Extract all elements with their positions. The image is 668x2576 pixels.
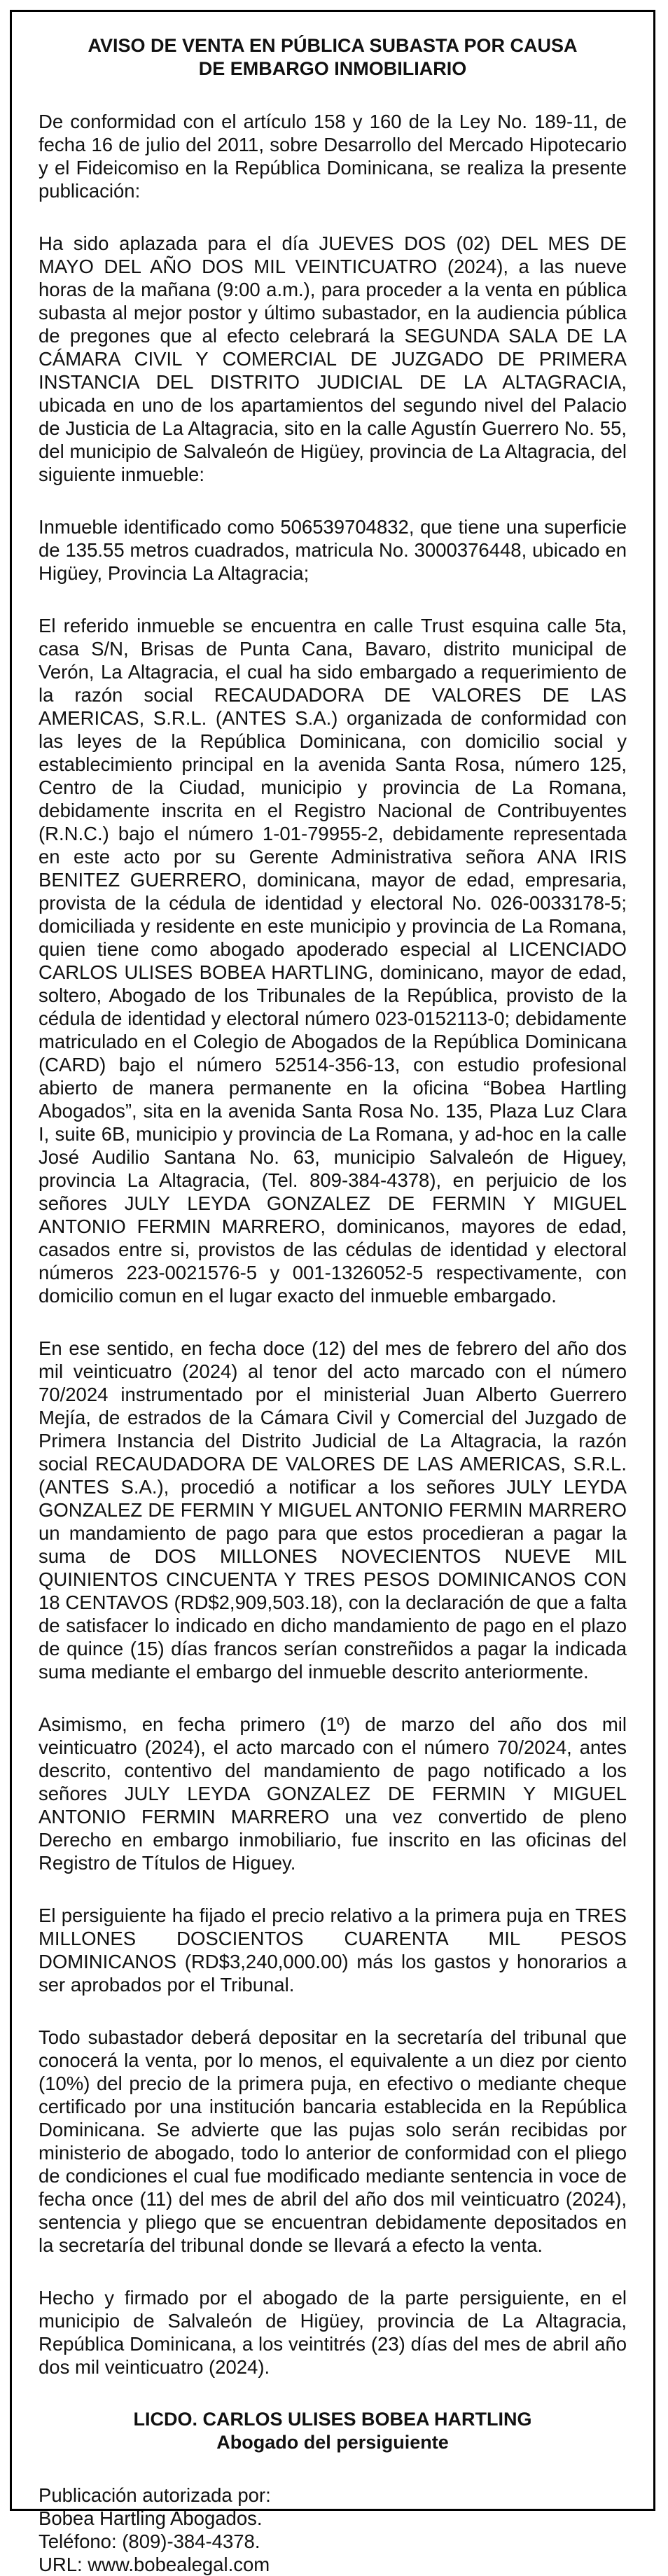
paragraph-property-id: Inmueble identificado como 506539704832, que tiene una superficie de 135.55 metros cuadrados, matricula No. 3000376448, ubicado en Higüey, Provincia La Altagracia; <box>39 516 627 584</box>
publication-firm: Bobea Hartling Abogados. <box>39 2507 263 2529</box>
signature-role: Abogado del persiguiente <box>216 2432 449 2453</box>
paragraph-bidder-deposit: Todo subastador deberá depositar en la secretaría del tribunal que conocerá la venta, por lo menos, el equivalente a un diez por ciento (10%) del precio de la primera puja, en efectivo o mediante cheque certificado por una institución bancaria establecida en la República Dominicana. Se advierte que las pujas solo serán recibidas por ministerio de abogado, todo lo anterior de conformidad con el pliego de condiciones el cual fue modificado mediante sentencia in voce de fecha once (11) del mes de abril del año dos mil veinticuatro (2024), sentencia y pliego que se encuentran debidamente depositados en la secretaría del tribunal donde se llevará a efecto la venta. <box>39 2026 627 2256</box>
notice-title-line-1: AVISO DE VENTA EN PÚBLICA SUBASTA POR CAUSA <box>88 35 578 56</box>
publication-phone: Teléfono: (809)-384-4378. <box>39 2530 260 2552</box>
paragraph-registration: Asimismo, en fecha primero (1º) de marzo del año dos mil veinticuatro (2024), el acto marcado con el número 70/2024, antes descrito, contentivo del mandamiento de pago notificado a los señores JULY LEYDA GONZALEZ DE FERMIN Y MIGUEL ANTONIO FERMIN MARRERO una vez convertido de pleno Derecho en embargo inmobiliario, fue inscrito en las oficinas del Registro de Títulos de Higuey. <box>39 1713 627 1874</box>
publication-info <box>39 2484 627 2576</box>
paragraph-auction-date: Ha sido aplazada para el día JUEVES DOS (02) DEL MES DE MAYO DEL AÑO DOS MIL VEINTICUATRO (2024), a las nueve horas de la mañana (9:00 a.m.), para proceder a la venta en pública subasta al mejor postor y último subastador, en la audiencia pública de pregones que al efecto celebrará la SEGUNDA SALA DE LA CÁMARA CIVIL Y COMERCIAL DE JUZGADO DE PRIMERA INSTANCIA DEL DISTRITO JUDICIAL DE LA ALTAGRACIA, ubicada en uno de los apartamientos del segundo nivel del Palacio de Justicia de La Altagracia, sito en la calle Agustín Guerrero No. 55, del municipio de Salvaleón de Higüey, provincia de La Altagracia, del siguiente inmueble: <box>39 232 627 485</box>
notice-title <box>39 34 627 81</box>
publication-authorized: Publicación autorizada por: <box>39 2484 271 2506</box>
paragraph-signed: Hecho y firmado por el abogado de la parte persiguiente, en el municipio de Salvaleón de Higüey, provincia de La Altagracia, República Dominicana, a los veintitrés (23) días del mes de abril año dos mil veinticuatro (2024). <box>39 2287 627 2378</box>
signature-block <box>39 2408 627 2454</box>
paragraph-legal-basis: De conformidad con el artículo 158 y 160 de la Ley No. 189-11, de fecha 16 de julio del 2011, sobre Desarrollo del Mercado Hipotecario y el Fideicomiso en la República Dominicana, se realiza la presente publicación: <box>39 111 627 202</box>
paragraph-first-bid-price: El persiguiente ha fijado el precio relativo a la primera puja en TRES MILLONES DOSCIENTOS CUARENTA MIL PESOS DOMINICANOS (RD$3,240,000.00) más los gastos y honorarios a ser aprobados por el Tribunal. <box>39 1905 627 1996</box>
signature-name: LICDO. CARLOS ULISES BOBEA HARTLING <box>133 2409 532 2430</box>
paragraph-property-details: El referido inmueble se encuentra en calle Trust esquina calle 5ta, casa S/N, Brisas de Punta Cana, Bavaro, distrito municipal de Verón, La Altagracia, el cual ha sido embargado a requerimiento de la razón social RECAUDADORA DE VALORES DE LAS AMERICAS, S.R.L. (ANTES S.A.) organizada de conformidad con las leyes de la República Dominicana, con domicilio social y establecimiento principal en la avenida Santa Rosa, número 125, Centro de la Ciudad, municipio y provincia de La Romana, debidamente inscrita en el Registro Nacional de Contribuyentes (R.N.C.) bajo el número 1-01-79955-2, debidamente representada en este acto por su Gerente Administrativa señora ANA IRIS BENITEZ GUERRERO, dominicana, mayor de edad, empresaria, provista de la cédula de identidad y electoral No. 026-0033178-5; domiciliada y residente en este municipio y provincia de La Romana, quien tiene como abogado apoderado especial al LICENCIADO CARLOS ULISES BOBEA HARTLING, dominicano, mayor de edad, soltero, Abogado de los Tribunales de la República, provisto de la cédula de identidad y electoral número 023-0152113-0; debidamente matriculado en el Colegio de Abogados de la República Dominicana (CARD) bajo el número 52514-356-13, con estudio profesional abierto de manera permanente en la oficina “Bobea Hartling Abogados”, sita en la avenida Santa Rosa No. 135, Plaza Luz Clara I, suite 6B, municipio y provincia de La Romana, y ad-hoc en la calle José Audilio Santana No. 63, municipio Salvaleón de Higuey, provincia La Altagracia, (Tel. 809-384-4378), en perjuicio de los señores JULY LEYDA GONZALEZ DE FERMIN Y MIGUEL ANTONIO FERMIN MARRERO, dominicanos, mayores de edad, casados entre si, provistos de las cédulas de identidad y electoral números 223-0021576-5 y 001-1326052-5 respectivamente, con domicilio comun en el lugar exacto del inmueble embargado. <box>39 615 627 1307</box>
paragraph-payment-order: En ese sentido, en fecha doce (12) del mes de febrero del año dos mil veinticuatro (2024) al tenor del acto marcado con el número 70/2024 instrumentado por el ministerial Juan Alberto Guerrero Mejía, de estrados de la Cámara Civil y Comercial del Juzgado de Primera Instancia del Distrito Judicial de La Altagracia, la razón social RECAUDADORA DE VALORES DE LAS AMERICAS, S.R.L. (ANTES S.A.), procedió a notificar a los señores JULY LEYDA GONZALEZ DE FERMIN Y MIGUEL ANTONIO FERMIN MARRERO un mandamiento de pago para que estos procedieran a pagar la suma de DOS MILLONES NOVECIENTOS NUEVE MIL QUINIENTOS CINCUENTA Y TRES PESOS DOMINICANOS CON 18 CENTAVOS (RD$2,909,503.18), con la declaración de que a falta de satisfacer lo indicado en dicho mandamiento de pago en el plazo de quince (15) días francos serían constreñidos a pagar la indicada suma mediante el embargo del inmueble descrito anteriormente. <box>39 1337 627 1683</box>
publication-url: URL: www.bobealegal.com <box>39 2554 270 2575</box>
notice-title-line-2: DE EMBARGO INMOBILIARIO <box>198 58 467 79</box>
legal-notice <box>10 10 655 2575</box>
